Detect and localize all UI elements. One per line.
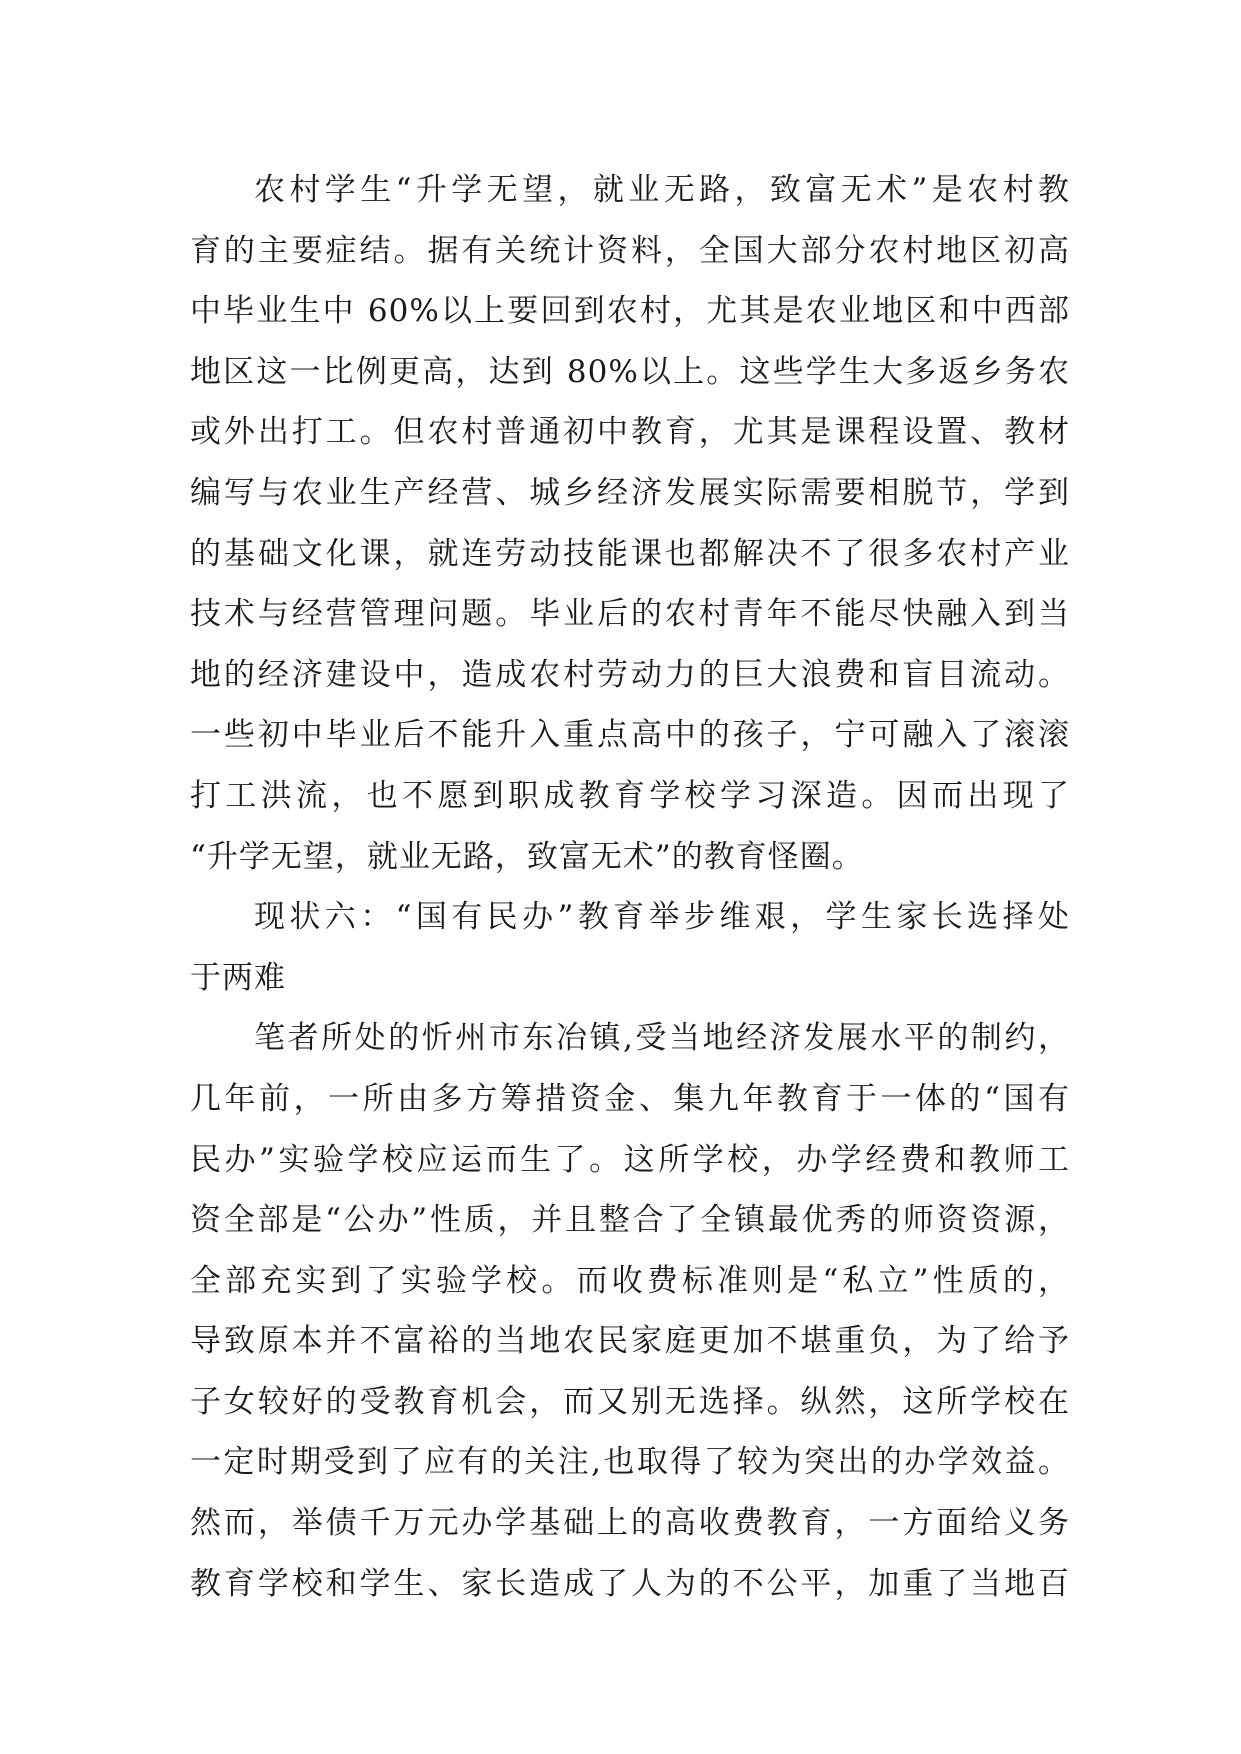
text-line: 的基础文化课，就连劳动技能课也都解决不了很多农村产业 [190,535,1070,572]
text-line: 打工洪流，也不愿到职成教育学校学习深造。因而出现了 [190,777,1070,814]
paragraph-dongye-town [190,1008,1070,1614]
text-line: 农村学生“升学无望，就业无路，致富无术”是农村教 [254,172,1070,208]
text-line: 子女较好的受教育机会，而又别无选择。纵然，这所学校在 [190,1383,1070,1420]
text-line: 一定时期受到了应有的关注,也取得了较为突出的办学效益。 [190,1444,1070,1481]
text-line: 技术与经营管理问题。毕业后的农村青年不能尽快融入到当 [190,596,1070,633]
text-line: 导致原本并不富裕的当地农民家庭更加不堪重负，为了给予 [190,1323,1070,1360]
text-line: 资全部是“公办”性质，并且整合了全镇最优秀的师资资源， [190,1202,1070,1239]
paragraph-rural-students [190,160,1070,887]
heading-line: 现状六：“国有民办”教育举步维艰，学生家长选择处 [254,899,1070,936]
text-line: 地区这一比例更高，达到 80%以上。这些学生大多返乡务农 [190,353,1070,390]
text-line: 编写与农业生产经营、城乡经济发展实际需要相脱节，学到 [190,474,1070,511]
text-line: 或外出打工。但农村普通初中教育，尤其是课程设置、教材 [190,414,1070,451]
text-line: 一些初中毕业后不能升入重点高中的孩子，宁可融入了滚滚 [190,717,1070,754]
text-line: 育的主要症结。据有关统计资料，全国大部分农村地区初高 [190,232,1070,269]
text-line: 笔者所处的忻州市东冶镇,受当地经济发展水平的制约， [254,1020,1070,1057]
text-line: 民办”实验学校应运而生了。这所学校，办学经费和教师工 [190,1141,1070,1178]
text-line: 全部充实到了实验学校。而收费标准则是“私立”性质的， [190,1262,1070,1299]
heading-line: 于两难 [190,959,286,996]
text-line: “升学无望，就业无路，致富无术”的教育怪圈。 [190,838,864,875]
text-line: 教育学校和学生、家长造成了人为的不公平，加重了当地百 [190,1565,1070,1602]
text-line: 几年前，一所由多方筹措资金、集九年教育于一体的“国有 [190,1080,1070,1117]
text-line: 然而，举债千万元办学基础上的高收费教育，一方面给义务 [190,1505,1070,1542]
document-body [190,160,1070,1614]
text-line: 中毕业生中 60%以上要回到农村，尤其是农业地区和中西部 [190,293,1070,330]
text-line: 地的经济建设中，造成农村劳动力的巨大浪费和盲目流动。 [190,656,1070,693]
section-heading [190,887,1070,1008]
